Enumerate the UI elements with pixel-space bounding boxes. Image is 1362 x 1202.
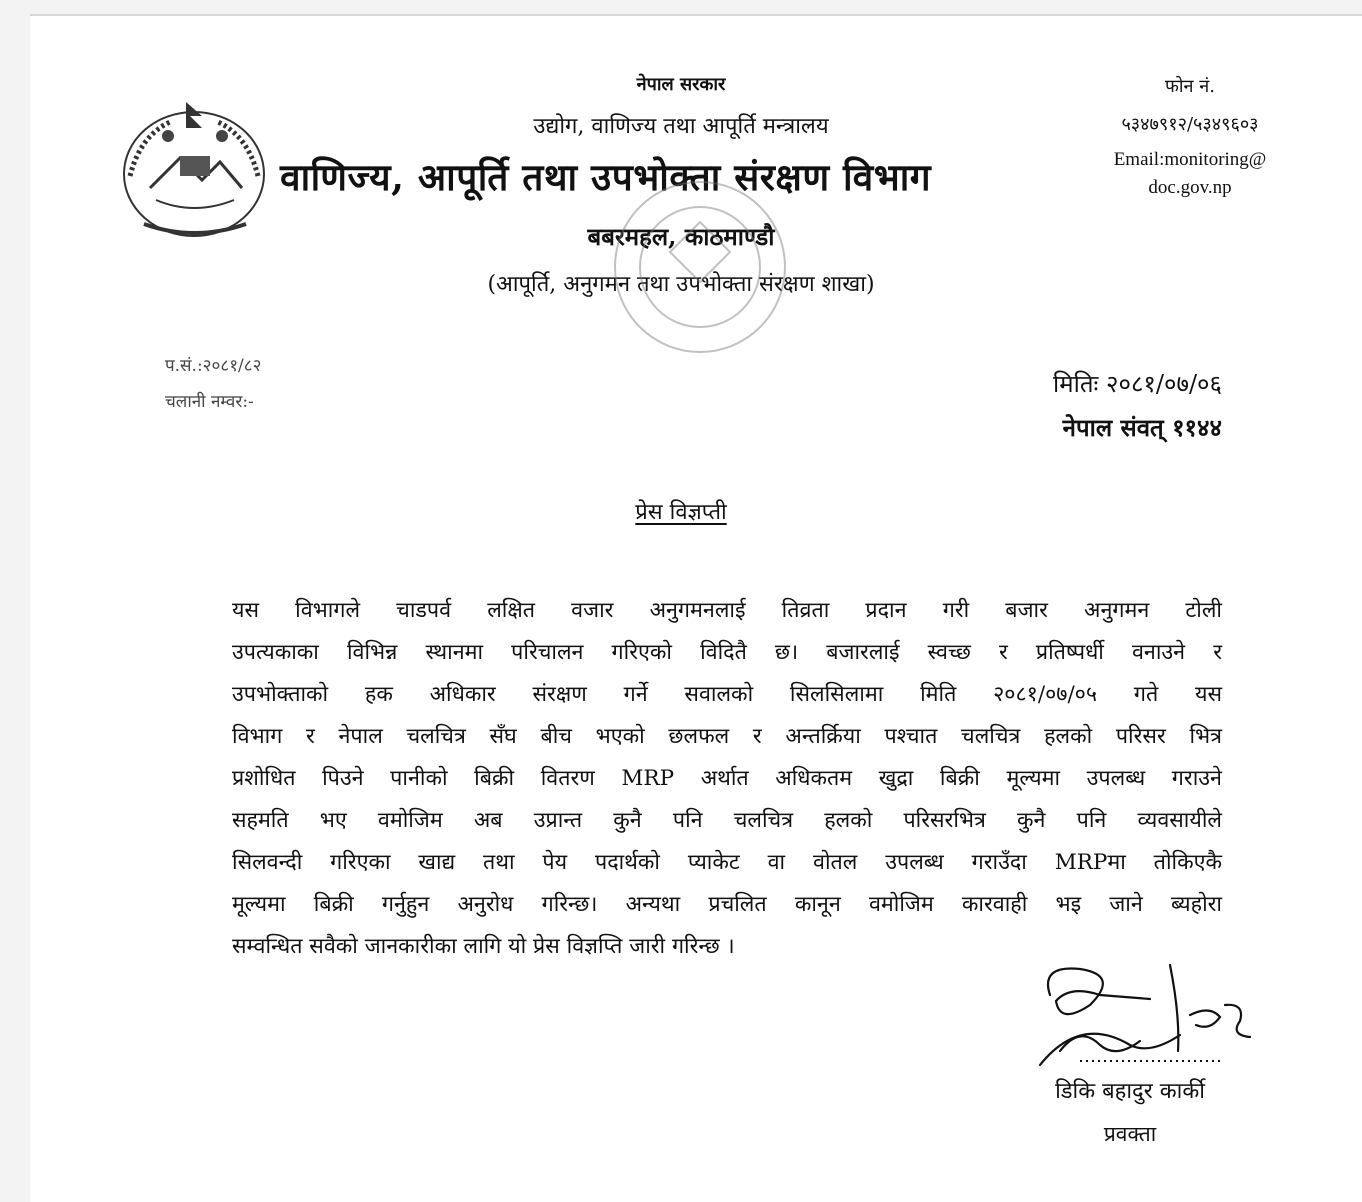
- phone-numbers: ५३४७९१२/५३४९६०३: [1121, 114, 1259, 135]
- handwritten-signature-icon: [1020, 955, 1260, 1075]
- body-line: प्रशोधित पिउने पानीको बिक्री वितरण MRP अर्थात अधिकतम खुद्रा बिक्री मूल्यमा उपलब्ध गराउने: [232, 766, 1222, 791]
- body-line: उपत्यकाका विभिन्न स्थानमा परिचालन गरिएको विदितै छ। बजारलाई स्वच्छ र प्रतिष्पर्धी वनाउने र: [232, 640, 1222, 665]
- office-stamp-icon: [600, 172, 800, 362]
- body-line: यस विभागले चाडपर्व लक्षित वजार अनुगमनलाई तिव्रता प्रदान गरी बजार अनुगमन टोली: [232, 598, 1222, 623]
- body-line: सिलवन्दी गरिएका खाद्य तथा पेय पदार्थको प्याकेट वा वोतल उपलब्ध गराउँदा MRPमा तोकिएकै: [232, 850, 1222, 875]
- government-heading: नेपाल सरकार: [636, 74, 726, 95]
- office-location: बबरमहल, काठमाण्डौ: [587, 222, 775, 251]
- body-line: सम्वन्धित सवैको जानकारीका लागि यो प्रेस विज्ञप्ति जारी गरिन्छ ।: [232, 934, 735, 959]
- body-line: मूल्यमा बिक्री गर्नुहुन अनुरोध गरिन्छ। अन्यथा प्रचलित कानून वमोजिम कारवाही भइ जाने ब्यहोरा: [232, 892, 1222, 917]
- branch-name: (आपूर्ति, अनुगमन तथा उपभोक्ता संरक्षण शाखा): [487, 272, 875, 297]
- ministry-heading: उद्योग, वाणिज्य तथा आपूर्ति मन्त्रालय: [533, 114, 829, 139]
- contact-block: [1090, 68, 1290, 200]
- reference-block: [165, 348, 261, 420]
- body-line: विभाग र नेपाल चलचित्र सँघ बीच भएको छलफल र अन्तर्क्रिया पश्चात चलचित्र हलको परिसर भित्र: [232, 724, 1222, 749]
- document-title: प्रेस विज्ञप्ती: [635, 500, 727, 525]
- email-line-2: doc.gov.np: [1148, 177, 1232, 198]
- body-line: सहमति भए वमोजिम अब उप्रान्त कुनै पनि चलचित्र हलको परिसरभित्र कुनै पनि व्यवसायीले: [232, 808, 1222, 833]
- notice-body: [232, 590, 1222, 968]
- signer-designation: प्रवक्ता: [1103, 1122, 1157, 1146]
- date-line: मितिः २०८१/०७/०६: [1053, 370, 1222, 398]
- dispatch-number: चलानी नम्वर:-: [165, 392, 254, 412]
- nepal-sambat: नेपाल संवत् ११४४: [1062, 413, 1222, 442]
- signer-name: डिकि बहादुर कार्की: [1055, 1079, 1205, 1104]
- letter-number: प.सं.:२०८१/८२: [165, 356, 262, 376]
- email-line-1: Email:monitoring@: [1113, 149, 1267, 170]
- department-heading: वाणिज्य, आपूर्ति तथा उपभोक्ता संरक्षण विभाग: [280, 155, 932, 199]
- phone-label: फोन नं.: [1165, 76, 1215, 97]
- body-line: उपभोक्ताको हक अधिकार संरक्षण गर्ने सवालको सिलसिलामा मिति २०८१/०७/०५ गते यस: [232, 682, 1222, 707]
- date-block: [1053, 362, 1222, 450]
